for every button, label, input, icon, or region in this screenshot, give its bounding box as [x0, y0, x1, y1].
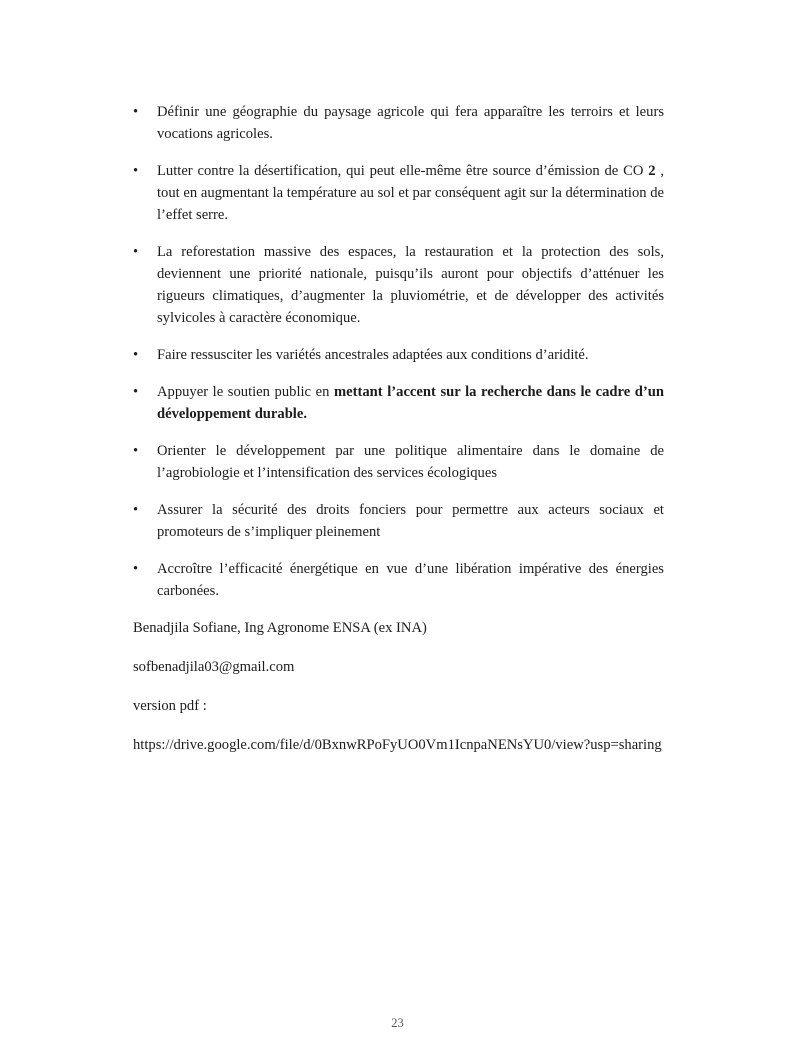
version-label: version pdf :: [133, 698, 207, 714]
email-line: sofbenadjila03@gmail.com: [133, 659, 295, 675]
bullet-text: [157, 344, 664, 366]
bullet-text: [157, 160, 664, 226]
text-run: Accroître l’efficacité énergétique en vue d’une libération impérative des énergies carbonées.: [157, 561, 664, 599]
bullet-item: [133, 440, 664, 484]
bullet-item: [133, 241, 664, 329]
bullet-list: [133, 101, 664, 602]
bullet-item: [133, 344, 664, 366]
text-run: Définir une géographie du paysage agricole qui fera apparaître les terroirs et leurs vocations agricoles.: [157, 104, 664, 142]
text-run-bold: mettant l’accent sur la recherche dans le cadre d’un développement durable.: [157, 384, 665, 422]
bullet-text: [157, 440, 664, 484]
bullet-icon: •: [133, 163, 139, 179]
bullet-item: [133, 160, 664, 226]
bullet-text: [157, 101, 664, 145]
bullet-icon: •: [133, 104, 139, 120]
bullet-icon: •: [133, 443, 139, 459]
pdf-url: https://drive.google.com/file/d/0BxnwRPoFyUO0Vm1IcnpaNENsYU0/view?usp=sharing: [133, 737, 662, 753]
bullet-icon: •: [133, 502, 139, 518]
text-run: Appuyer le soutien public en: [157, 384, 335, 400]
text-run: , tout en augmentant la température au sol et par conséquent agit sur la détermination de l’effet serre.: [157, 163, 664, 223]
bullet-icon: •: [133, 384, 139, 400]
bullet-icon: •: [133, 561, 139, 577]
text-run: Assurer la sécurité des droits fonciers pour permettre aux acteurs sociaux et promoteurs de s’impliquer pleinement: [157, 502, 664, 540]
bullet-icon: •: [133, 347, 139, 363]
bullet-item: [133, 381, 664, 425]
text-run: La reforestation massive des espaces, la restauration et la protection des sols, deviennent une priorité nationale, puisqu’ils auront pour objectifs d’atténuer les rigueurs climatiques, d’augmenter la pluviométrie, et de développer des activités sylvicoles à caractère économique.: [157, 244, 664, 326]
bullet-text: [157, 499, 664, 543]
bullet-item: [133, 101, 664, 145]
bullet-item: [133, 499, 664, 543]
text-run: Faire ressusciter les variétés ancestrales adaptées aux conditions d’aridité.: [157, 347, 589, 363]
page-content: [133, 101, 664, 773]
bullet-text: [157, 381, 664, 425]
page-number: 23: [391, 1016, 404, 1030]
text-run: Lutter contre la désertification, qui peut elle-même être source d’émission de CO: [157, 163, 649, 179]
text-run-bold: 2: [648, 163, 656, 179]
author-line: Benadjila Sofiane, Ing Agronome ENSA (ex INA): [133, 620, 427, 636]
bullet-text: [157, 558, 664, 602]
bullet-icon: •: [133, 244, 139, 260]
bullet-item: [133, 558, 664, 602]
bullet-text: [157, 241, 664, 329]
text-run: Orienter le développement par une politique alimentaire dans le domaine de l’agrobiologie et l’intensification des services écologiques: [157, 443, 664, 481]
